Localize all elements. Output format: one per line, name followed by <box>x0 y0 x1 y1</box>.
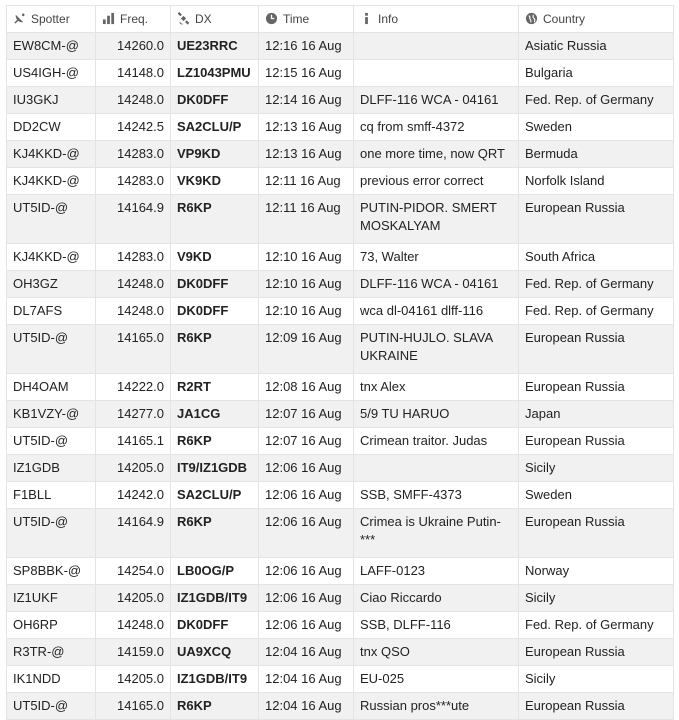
table-row[interactable] <box>7 114 674 141</box>
time-cell: 12:04 16 Aug <box>259 693 354 720</box>
column-header-freq-label: Freq. <box>120 12 149 26</box>
country-cell: Sweden <box>519 114 674 141</box>
dx-callsign-cell[interactable]: IT9/IZ1GDB <box>171 455 259 482</box>
freq-cell: 14159.0 <box>96 639 171 666</box>
table-row[interactable] <box>7 558 674 585</box>
country-cell: Sweden <box>519 482 674 509</box>
freq-cell: 14277.0 <box>96 401 171 428</box>
column-header-dx[interactable] <box>171 6 259 33</box>
country-cell: Fed. Rep. of Germany <box>519 271 674 298</box>
freq-cell: 14260.0 <box>96 33 171 60</box>
time-cell: 12:06 16 Aug <box>259 612 354 639</box>
freq-cell: 14248.0 <box>96 612 171 639</box>
table-row[interactable] <box>7 455 674 482</box>
time-cell: 12:09 16 Aug <box>259 325 354 374</box>
info-cell: SSB, DLFF-116 <box>354 612 519 639</box>
table-row[interactable] <box>7 271 674 298</box>
country-cell: Fed. Rep. of Germany <box>519 612 674 639</box>
freq-cell: 14205.0 <box>96 455 171 482</box>
table-row[interactable] <box>7 509 674 558</box>
country-cell: Fed. Rep. of Germany <box>519 298 674 325</box>
table-header-row <box>7 6 674 33</box>
dx-callsign-cell[interactable]: IZ1GDB/IT9 <box>171 666 259 693</box>
column-header-freq[interactable] <box>96 6 171 33</box>
time-cell: 12:13 16 Aug <box>259 141 354 168</box>
time-cell: 12:07 16 Aug <box>259 401 354 428</box>
table-row[interactable] <box>7 374 674 401</box>
column-header-country[interactable] <box>519 6 674 33</box>
time-cell: 12:10 16 Aug <box>259 244 354 271</box>
spotter-cell[interactable]: US4IGH-@ <box>7 60 96 87</box>
table-row[interactable] <box>7 141 674 168</box>
spotter-cell[interactable]: UT5ID-@ <box>7 325 96 374</box>
spotter-cell[interactable]: DL7AFS <box>7 298 96 325</box>
info-cell: EU-025 <box>354 666 519 693</box>
country-cell: European Russia <box>519 374 674 401</box>
table-row[interactable] <box>7 244 674 271</box>
time-cell: 12:04 16 Aug <box>259 666 354 693</box>
dx-callsign-cell[interactable]: UE23RRC <box>171 33 259 60</box>
satellite-icon <box>177 12 190 25</box>
dx-callsign-cell[interactable]: LZ1043PMU <box>171 60 259 87</box>
dx-callsign-cell[interactable]: DK0DFF <box>171 612 259 639</box>
info-cell: Crimea is Ukraine Putin-*** <box>354 509 519 558</box>
globe-icon <box>525 12 538 25</box>
info-cell: cq from smff-4372 <box>354 114 519 141</box>
freq-cell: 14248.0 <box>96 271 171 298</box>
time-cell: 12:06 16 Aug <box>259 558 354 585</box>
country-cell: European Russia <box>519 428 674 455</box>
freq-cell: 14164.9 <box>96 195 171 244</box>
dx-callsign-cell[interactable]: IZ1GDB/IT9 <box>171 585 259 612</box>
info-cell: previous error correct <box>354 168 519 195</box>
spotter-cell[interactable]: UT5ID-@ <box>7 428 96 455</box>
time-cell: 12:06 16 Aug <box>259 509 354 558</box>
country-cell: South Africa <box>519 244 674 271</box>
column-header-country-label: Country <box>543 12 586 26</box>
country-cell: Japan <box>519 401 674 428</box>
info-cell: LAFF-0123 <box>354 558 519 585</box>
freq-cell: 14164.9 <box>96 509 171 558</box>
info-cell: Ciao Riccardo <box>354 585 519 612</box>
spotter-cell[interactable]: F1BLL <box>7 482 96 509</box>
spots-list <box>7 33 674 720</box>
freq-cell: 14248.0 <box>96 87 171 114</box>
dx-callsign-cell[interactable]: DK0DFF <box>171 271 259 298</box>
dx-callsign-cell[interactable]: R6KP <box>171 325 259 374</box>
time-cell: 12:06 16 Aug <box>259 455 354 482</box>
dx-callsign-cell[interactable]: DK0DFF <box>171 298 259 325</box>
time-cell: 12:16 16 Aug <box>259 33 354 60</box>
table-row[interactable] <box>7 612 674 639</box>
dx-callsign-cell[interactable]: SA2CLU/P <box>171 482 259 509</box>
time-cell: 12:11 16 Aug <box>259 168 354 195</box>
column-header-spotter-label: Spotter <box>31 12 70 26</box>
info-cell: tnx QSO <box>354 639 519 666</box>
satellite-dish-icon <box>13 12 26 25</box>
spotter-cell[interactable]: R3TR-@ <box>7 639 96 666</box>
freq-cell: 14165.0 <box>96 325 171 374</box>
column-header-spotter[interactable] <box>7 6 96 33</box>
dx-callsign-cell[interactable]: DK0DFF <box>171 87 259 114</box>
spotter-cell[interactable]: IZ1GDB <box>7 455 96 482</box>
spotter-cell[interactable]: EW8CM-@ <box>7 33 96 60</box>
dx-callsign-cell[interactable]: R6KP <box>171 428 259 455</box>
dx-callsign-cell[interactable]: R6KP <box>171 195 259 244</box>
table-row[interactable] <box>7 693 674 720</box>
country-cell: Sicily <box>519 455 674 482</box>
info-cell <box>354 60 519 87</box>
info-cell: DLFF-116 WCA - 04161 <box>354 87 519 114</box>
spotter-cell[interactable]: IZ1UKF <box>7 585 96 612</box>
table-row[interactable] <box>7 428 674 455</box>
dx-callsign-cell[interactable]: R6KP <box>171 509 259 558</box>
bar-chart-icon <box>102 12 115 25</box>
column-header-dx-label: DX <box>195 12 212 26</box>
info-cell: one more time, now QRT <box>354 141 519 168</box>
info-cell: 73, Walter <box>354 244 519 271</box>
country-cell: European Russia <box>519 325 674 374</box>
table-row[interactable] <box>7 401 674 428</box>
freq-cell: 14205.0 <box>96 585 171 612</box>
table-row[interactable] <box>7 639 674 666</box>
freq-cell: 14165.1 <box>96 428 171 455</box>
dx-callsign-cell[interactable]: V9KD <box>171 244 259 271</box>
table-row[interactable] <box>7 482 674 509</box>
freq-cell: 14283.0 <box>96 141 171 168</box>
country-cell: Norway <box>519 558 674 585</box>
time-cell: 12:07 16 Aug <box>259 428 354 455</box>
table-row[interactable] <box>7 60 674 87</box>
time-cell: 12:11 16 Aug <box>259 195 354 244</box>
country-cell: Sicily <box>519 585 674 612</box>
time-cell: 12:08 16 Aug <box>259 374 354 401</box>
spotter-cell[interactable]: OH3GZ <box>7 271 96 298</box>
time-cell: 12:06 16 Aug <box>259 585 354 612</box>
dx-callsign-cell[interactable]: VP9KD <box>171 141 259 168</box>
info-cell: 5/9 TU HARUO <box>354 401 519 428</box>
spotter-cell[interactable]: SP8BBK-@ <box>7 558 96 585</box>
country-cell: Bulgaria <box>519 60 674 87</box>
time-cell: 12:14 16 Aug <box>259 87 354 114</box>
time-cell: 12:10 16 Aug <box>259 271 354 298</box>
info-cell: DLFF-116 WCA - 04161 <box>354 271 519 298</box>
info-cell <box>354 33 519 60</box>
country-cell: Sicily <box>519 666 674 693</box>
spotter-cell[interactable]: KB1VZY-@ <box>7 401 96 428</box>
country-cell: Bermuda <box>519 141 674 168</box>
freq-cell: 14222.0 <box>96 374 171 401</box>
info-cell: SSB, SMFF-4373 <box>354 482 519 509</box>
table-row[interactable] <box>7 33 674 60</box>
info-cell: PUTIN-PIDOR. SMERT MOSKALYAM <box>354 195 519 244</box>
country-cell: Asiatic Russia <box>519 33 674 60</box>
info-cell: tnx Alex <box>354 374 519 401</box>
spotter-cell[interactable]: DD2CW <box>7 114 96 141</box>
info-cell: PUTIN-HUJLO. SLAVA UKRAINE <box>354 325 519 374</box>
time-cell: 12:04 16 Aug <box>259 639 354 666</box>
spotter-cell[interactable]: UT5ID-@ <box>7 693 96 720</box>
dx-callsign-cell[interactable]: JA1CG <box>171 401 259 428</box>
info-cell: wca dl-04161 dlff-116 <box>354 298 519 325</box>
column-header-time-label: Time <box>283 12 310 26</box>
freq-cell: 14283.0 <box>96 244 171 271</box>
info-cell <box>354 455 519 482</box>
dx-callsign-cell[interactable]: VK9KD <box>171 168 259 195</box>
spotter-cell[interactable]: KJ4KKD-@ <box>7 168 96 195</box>
dx-spots-table <box>6 5 674 720</box>
time-cell: 12:10 16 Aug <box>259 298 354 325</box>
spotter-cell[interactable]: OH6RP <box>7 612 96 639</box>
spotter-cell[interactable]: UT5ID-@ <box>7 509 96 558</box>
spotter-cell[interactable]: KJ4KKD-@ <box>7 244 96 271</box>
spotter-cell[interactable]: IK1NDD <box>7 666 96 693</box>
table-row[interactable] <box>7 195 674 244</box>
clock-icon <box>265 12 278 25</box>
table-row[interactable] <box>7 325 674 374</box>
time-cell: 12:06 16 Aug <box>259 482 354 509</box>
freq-cell: 14242.5 <box>96 114 171 141</box>
spotter-cell[interactable]: IU3GKJ <box>7 87 96 114</box>
info-icon <box>360 12 373 25</box>
column-header-time[interactable] <box>259 6 354 33</box>
country-cell: European Russia <box>519 195 674 244</box>
dx-callsign-cell[interactable]: R2RT <box>171 374 259 401</box>
spotter-cell[interactable]: UT5ID-@ <box>7 195 96 244</box>
freq-cell: 14254.0 <box>96 558 171 585</box>
table-row[interactable] <box>7 298 674 325</box>
time-cell: 12:15 16 Aug <box>259 60 354 87</box>
freq-cell: 14205.0 <box>96 666 171 693</box>
dx-callsign-cell[interactable]: SA2CLU/P <box>171 114 259 141</box>
table-row[interactable] <box>7 666 674 693</box>
freq-cell: 14165.0 <box>96 693 171 720</box>
country-cell: Fed. Rep. of Germany <box>519 87 674 114</box>
table-row[interactable] <box>7 168 674 195</box>
country-cell: European Russia <box>519 639 674 666</box>
time-cell: 12:13 16 Aug <box>259 114 354 141</box>
column-header-info[interactable] <box>354 6 519 33</box>
freq-cell: 14242.0 <box>96 482 171 509</box>
table-row[interactable] <box>7 585 674 612</box>
dx-callsign-cell[interactable]: R6KP <box>171 693 259 720</box>
freq-cell: 14248.0 <box>96 298 171 325</box>
dx-callsign-cell[interactable]: LB0OG/P <box>171 558 259 585</box>
spotter-cell[interactable]: KJ4KKD-@ <box>7 141 96 168</box>
country-cell: Norfolk Island <box>519 168 674 195</box>
freq-cell: 14283.0 <box>96 168 171 195</box>
freq-cell: 14148.0 <box>96 60 171 87</box>
country-cell: European Russia <box>519 693 674 720</box>
column-header-info-label: Info <box>378 12 399 26</box>
info-cell: Crimean traitor. Judas <box>354 428 519 455</box>
spotter-cell[interactable]: DH4OAM <box>7 374 96 401</box>
table-row[interactable] <box>7 87 674 114</box>
dx-callsign-cell[interactable]: UA9XCQ <box>171 639 259 666</box>
info-cell: Russian pros***ute <box>354 693 519 720</box>
country-cell: European Russia <box>519 509 674 558</box>
